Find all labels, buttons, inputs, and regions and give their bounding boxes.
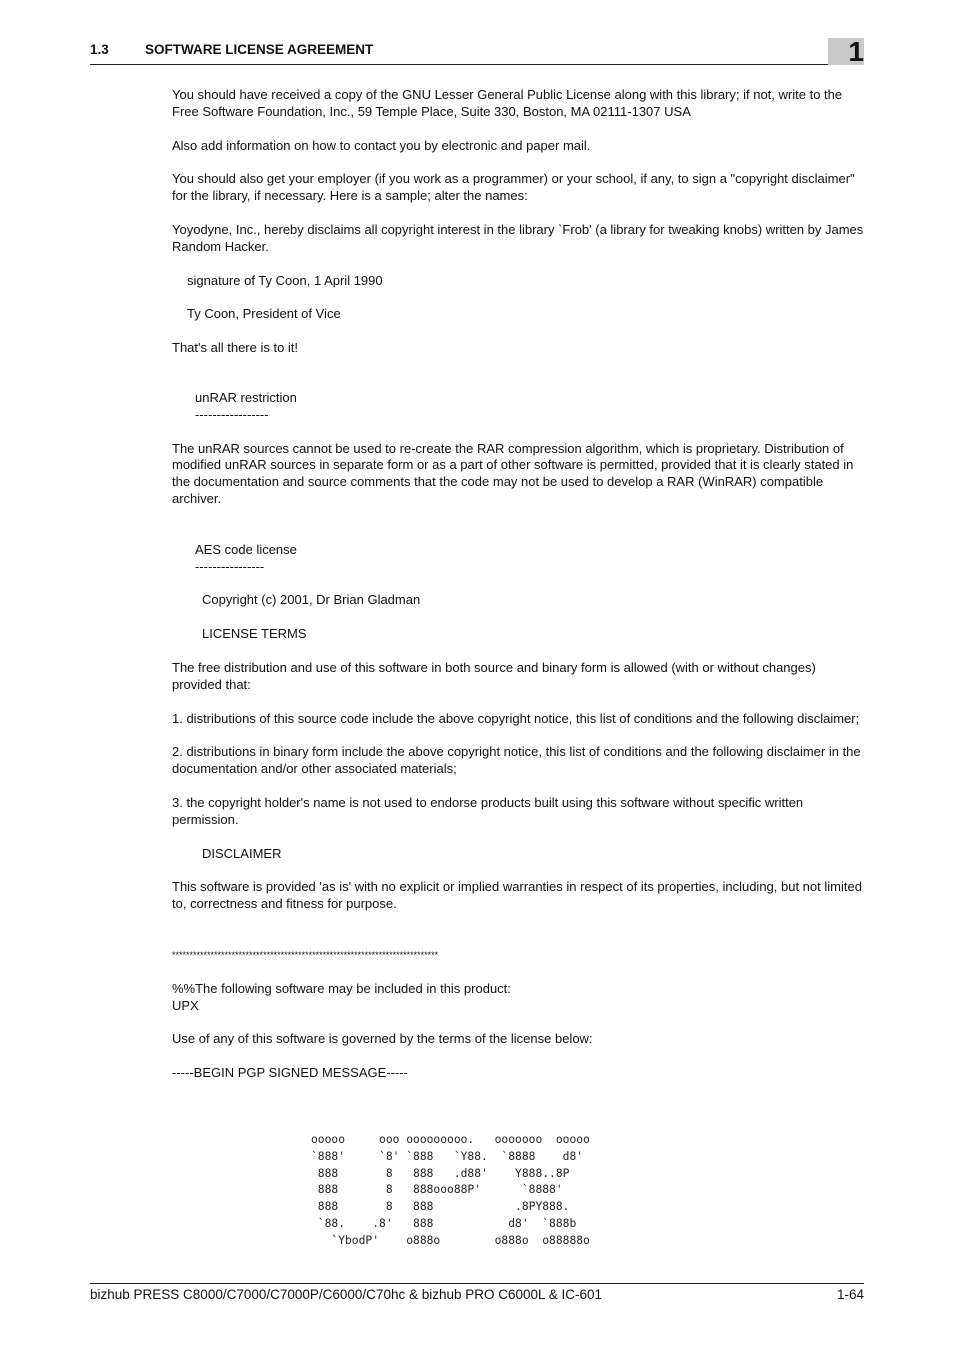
paragraph-employer: You should also get your employer (if you work as a programmer) or your school, if any, to sign a "copyright disclaimer" for the library, if necessary. Here is a sample; alter the names:	[172, 171, 859, 204]
pgp-begin: -----BEGIN PGP SIGNED MESSAGE-----	[172, 1065, 408, 1081]
disclaimer-paragraph: This software is provided 'as is' with no explicit or implied warranties in respect of its properties, including, but not limited to, correctness and fitness for purpose.	[172, 879, 866, 912]
paragraph-gnu-copy: You should have received a copy of the GNU Lesser General Public License along with this library; if not, write to the Free Software Foundation, Inc., 59 Temple Place, Suite 330, Boston, MA 02111-1307 USA	[172, 87, 846, 119]
license-terms-heading: LICENSE TERMS	[202, 626, 307, 642]
condition-1: 1. distributions of this source code include the above copyright notice, this list of conditions and the following disclaimer;	[172, 710, 860, 726]
unrar-underline: -----------------	[195, 406, 269, 422]
footer-product-title: bizhub PRESS C8000/C7000/C7000P/C6000/C70hc & bizhub PRO C6000L & IC-601	[90, 1287, 603, 1302]
chapter-number: 1	[848, 36, 864, 67]
section-title: SOFTWARE LICENSE AGREEMENT	[145, 42, 374, 57]
disclaimer-heading: DISCLAIMER	[202, 845, 282, 861]
page-number: 1-64	[836, 1287, 864, 1302]
aes-underline: ----------------	[195, 558, 265, 574]
signature-line: signature of Ty Coon, 1 April 1990	[187, 272, 383, 288]
aes-heading: AES code license	[195, 541, 297, 557]
upx-ascii-logo: ooooo ooo ooooooooo. ooooooo ooooo `888' `8' `888 `Y88. `8888 d8' 888 8 888 .d88' Y888..8P 888 8 888ooo88P' `8888' 888 8 888 .8PY888. `88. .8' 888 d8' `888b `YbodP' o888o o888o o88888o	[311, 1133, 590, 1247]
condition-2: 2. distributions in binary form include the above copyright notice, this list of conditions and the following disclaimer in the documentation and/or other associated materials;	[172, 744, 865, 777]
condition-3: 3. the copyright holder's name is not used to endorse products built using this software without specific written permission.	[172, 794, 807, 827]
upx-governed: Use of any of this software is governed by the terms of the license below:	[172, 1031, 593, 1047]
separator-stars: ****************************************************************************	[172, 949, 439, 960]
footer-rule	[90, 1283, 864, 1284]
unrar-heading: unRAR restriction	[195, 389, 297, 405]
page-footer	[90, 1283, 864, 1302]
upx-name: UPX	[172, 997, 199, 1013]
section-number: 1.3	[90, 42, 109, 57]
page-header	[90, 40, 864, 66]
upx-intro: %%The following software may be included in this product:	[172, 980, 511, 996]
unrar-paragraph: The unRAR sources cannot be used to re-create the RAR compression algorithm, which is proprietary. Distribution of modified unRAR sources in separate form or as a part of other software is permitted, provided that it is clearly stated in the documentation and source comments that the code may not be used to develop a RAR (WinRAR) compatible archiver.	[172, 440, 857, 506]
aes-copyright: Copyright (c) 2001, Dr Brian Gladman	[202, 592, 421, 608]
header-rule	[90, 64, 864, 65]
signer-line: Ty Coon, President of Vice	[187, 306, 341, 322]
license-text-body	[172, 87, 867, 1082]
terms-intro: The free distribution and use of this software in both source and binary form is allowed (with or without changes) provided that:	[172, 659, 820, 692]
paragraph-yoyodyne: Yoyodyne, Inc., hereby disclaims all copyright interest in the library `Frob' (a library for tweaking knobs) written by James Random Hacker.	[172, 221, 867, 254]
chapter-tab	[828, 38, 864, 65]
paragraph-contact: Also add information on how to contact you by electronic and paper mail.	[172, 137, 591, 153]
paragraph-thats-all: That's all there is to it!	[172, 340, 299, 356]
